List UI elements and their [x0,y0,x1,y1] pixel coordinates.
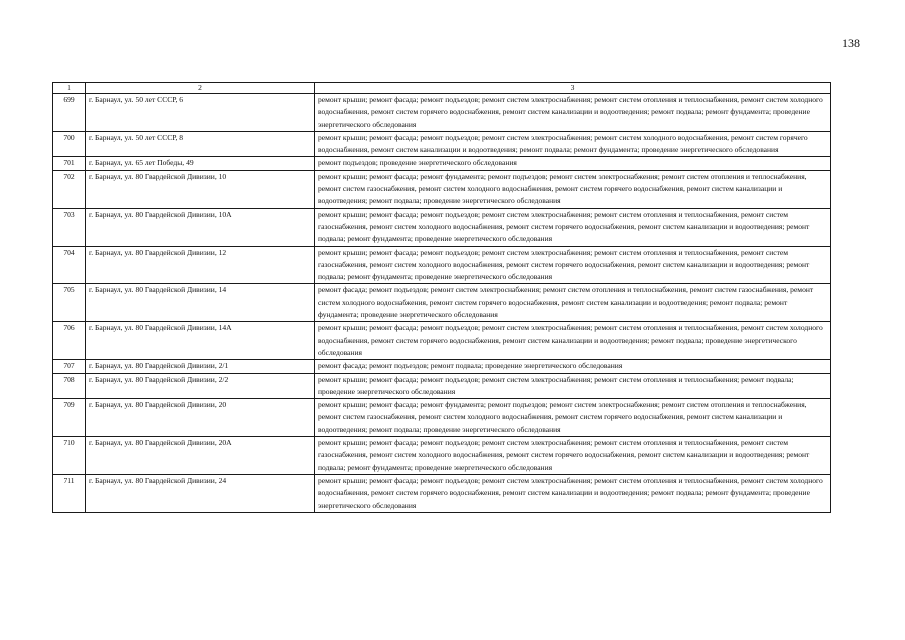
table-row [53,170,831,208]
row-number: 699 [53,94,86,132]
row-address: г. Барнаул, ул. 80 Гвардейской Дивизии, 14 [86,284,315,322]
row-address: г. Барнаул, ул. 80 Гвардейской Дивизии, 24 [86,474,315,512]
repair-registry-table [52,82,831,513]
row-works: ремонт крыши; ремонт фасада; ремонт фундамента; ремонт подъездов; ремонт систем электроснабжения; ремонт систем отопления и теплоснабжения, ремонт систем газоснабжения, ремонт систем холодного водоснабжения, ремонт систем горячего водоснабжения, ремонт систем канализации и водоотведения; ремонт подвала; проведение энергетического обследования [315,170,831,208]
table-row [53,437,831,475]
row-works: ремонт подъездов; проведение энергетического обследования [315,157,831,170]
column-header-number: 1 [53,83,86,94]
table-row [53,157,831,170]
table-row [53,373,831,399]
row-number: 709 [53,399,86,437]
row-address: г. Барнаул, ул. 65 лет Победы, 49 [86,157,315,170]
row-number: 705 [53,284,86,322]
row-works: ремонт крыши; ремонт фасада; ремонт подъездов; ремонт систем электроснабжения; ремонт систем отопления и теплоснабжения, ремонт систем газоснабжения, ремонт систем холодного водоснабжения, ремонт систем горячего водоснабжения, ремонт систем канализации и водоотведения; ремонт подвала; ремонт фундамента; проведение энергетического обследования [315,208,831,246]
row-number: 710 [53,437,86,475]
row-works: ремонт крыши; ремонт фасада; ремонт подъездов; ремонт систем электроснабжения; ремонт систем отопления и теплоснабжения, ремонт систем газоснабжения, ремонт систем холодного водоснабжения, ремонт систем горячего водоснабжения, ремонт систем канализации и водоотведения; ремонт подвала; ремонт фундамента; проведение энергетического обследования [315,437,831,475]
row-address: г. Барнаул, ул. 80 Гвардейской Дивизии, 14А [86,322,315,360]
row-number: 706 [53,322,86,360]
table-row [53,131,831,157]
row-works: ремонт крыши; ремонт фасада; ремонт подъездов; ремонт систем электроснабжения; ремонт систем отопления и теплоснабжения, ремонт систем холодного водоснабжения, ремонт систем горячего водоснабжения, ремонт систем канализации и водоотведения; ремонт подвала; ремонт фундамента; проведение энергетического обследования [315,94,831,132]
row-works: ремонт крыши; ремонт фасада; ремонт подъездов; ремонт систем электроснабжения; ремонт систем отопления и теплоснабжения; ремонт подвала; проведение энергетического обследования [315,373,831,399]
row-number: 702 [53,170,86,208]
row-address: г. Барнаул, ул. 50 лет СССР, 8 [86,131,315,157]
table-row [53,208,831,246]
page-number: 138 [842,36,860,50]
row-address: г. Барнаул, ул. 80 Гвардейской Дивизии, 20А [86,437,315,475]
column-header-works: 3 [315,83,831,94]
row-number: 708 [53,373,86,399]
row-works: ремонт фасада; ремонт подъездов; ремонт систем электроснабжения; ремонт систем отопления и теплоснабжения, ремонт систем газоснабжения, ремонт систем холодного водоснабжения, ремонт систем горячего водоснабжения, ремонт систем канализации и водоотведения; ремонт подвала; ремонт фундамента; проведение энергетического обследования [315,284,831,322]
row-address: г. Барнаул, ул. 50 лет СССР, 6 [86,94,315,132]
row-address: г. Барнаул, ул. 80 Гвардейской Дивизии, 10 [86,170,315,208]
table-header-row [53,83,831,94]
table-row [53,474,831,512]
table-row [53,322,831,360]
row-number: 711 [53,474,86,512]
table-row [53,94,831,132]
row-number: 707 [53,360,86,373]
row-works: ремонт крыши; ремонт фасада; ремонт подъездов; ремонт систем электроснабжения; ремонт систем холодного водоснабжения, ремонт систем горячего водоснабжения, ремонт систем канализации и водоотведения; ремонт подвала; ремонт фундамента; проведение энергетического обследования [315,131,831,157]
row-address: г. Барнаул, ул. 80 Гвардейской Дивизии, 20 [86,399,315,437]
row-works: ремонт крыши; ремонт фасада; ремонт фундамента; ремонт подъездов; ремонт систем электроснабжения; ремонт систем отопления и теплоснабжения, ремонт систем газоснабжения, ремонт систем холодного водоснабжения, ремонт систем горячего водоснабжения, ремонт систем канализации и водоотведения; ремонт подвала; проведение энергетического обследования [315,399,831,437]
table-row [53,246,831,284]
row-address: г. Барнаул, ул. 80 Гвардейской Дивизии, 2/2 [86,373,315,399]
row-address: г. Барнаул, ул. 80 Гвардейской Дивизии, 2/1 [86,360,315,373]
row-address: г. Барнаул, ул. 80 Гвардейской Дивизии, 10А [86,208,315,246]
row-works: ремонт крыши; ремонт фасада; ремонт подъездов; ремонт систем электроснабжения; ремонт систем отопления и теплоснабжения, ремонт систем холодного водоснабжения, ремонт систем горячего водоснабжения, ремонт систем канализации и водоотведения; ремонт подвала; проведение энергетического обследования [315,322,831,360]
table-row [53,399,831,437]
table-row [53,284,831,322]
column-header-address: 2 [86,83,315,94]
row-number: 703 [53,208,86,246]
row-number: 704 [53,246,86,284]
row-address: г. Барнаул, ул. 80 Гвардейской Дивизии, 12 [86,246,315,284]
table-row [53,360,831,373]
row-number: 701 [53,157,86,170]
row-works: ремонт фасада; ремонт подъездов; ремонт подвала; проведение энергетического обследования [315,360,831,373]
row-number: 700 [53,131,86,157]
row-works: ремонт крыши; ремонт фасада; ремонт подъездов; ремонт систем электроснабжения; ремонт систем отопления и теплоснабжения, ремонт систем газоснабжения, ремонт систем холодного водоснабжения, ремонт систем горячего водоснабжения, ремонт систем канализации и водоотведения; ремонт подвала; ремонт фундамента; проведение энергетического обследования [315,246,831,284]
row-works: ремонт крыши; ремонт фасада; ремонт подъездов; ремонт систем электроснабжения; ремонт систем отопления и теплоснабжения, ремонт систем холодного водоснабжения, ремонт систем горячего водоснабжения, ремонт систем канализации и водоотведения; ремонт подвала; ремонт фундамента; проведение энергетического обследования [315,474,831,512]
